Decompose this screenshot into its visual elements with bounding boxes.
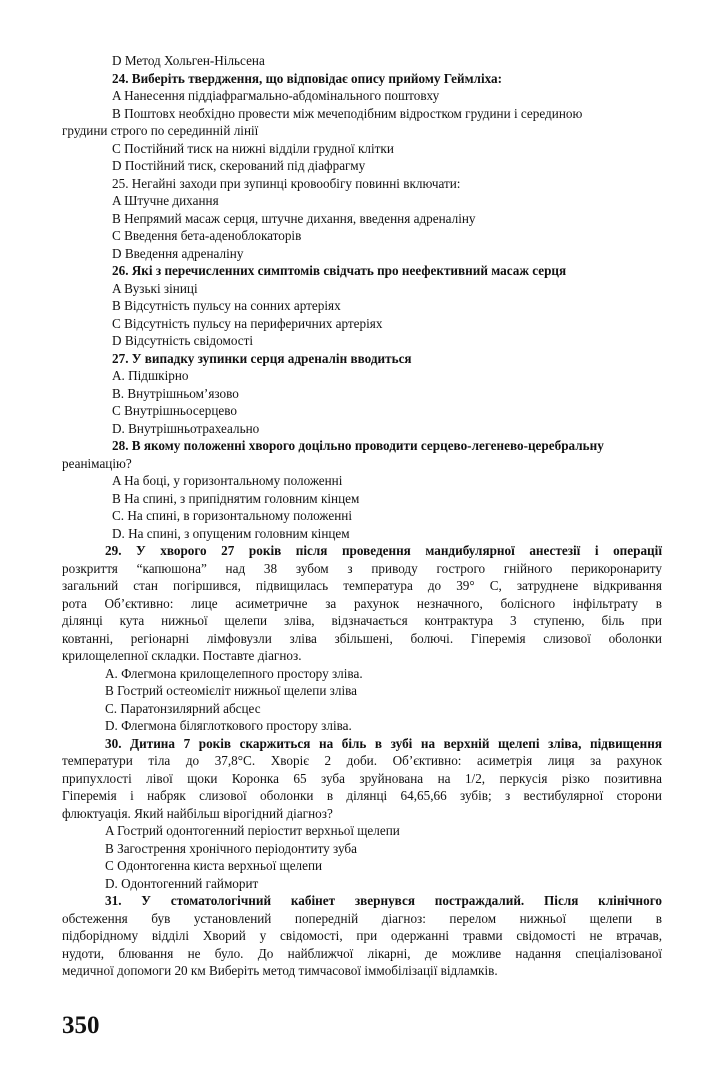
- text-line: D. Одонтогенний гайморит: [105, 875, 259, 891]
- text-line: B. Внутрішньом’язово: [112, 385, 239, 401]
- question-line: 31. У стоматологічний кабінет звернувся постраждалий. Після клінічного: [105, 893, 662, 908]
- text-line: D Постійний тиск, скерований під діафрагму: [112, 158, 366, 173]
- text-line: C Внутрішньосерцево: [112, 403, 237, 418]
- text-line: D Відсутність свідомості: [112, 333, 254, 348]
- text-line: ковтанні, регіонарні лімфовузли зліва збільшені, болючі. Гіперемія слизової оболонки: [62, 630, 662, 646]
- text-line: D. Флегмона біляглоткового простору зліва.: [105, 718, 352, 733]
- text-line: B Непрямий масаж серця, штучне дихання, введення адреналіну: [112, 210, 476, 226]
- page-number: 350: [62, 1012, 100, 1039]
- text-line: обстеження був установлений попередній діагноз: перелом нижньої щелепи в: [62, 910, 662, 926]
- text-line: D Введення адреналіну: [112, 245, 244, 261]
- text-line: A Нанесення піддіафрагмально-абдомінального поштовху: [112, 88, 440, 103]
- page-text: [62, 52, 662, 980]
- text-line: B Гострий остеомієліт нижньої щелепи зліва: [105, 683, 358, 698]
- text-line: A. Підшкірно: [112, 368, 189, 383]
- text-line: B Відсутність пульсу на сонних артеріях: [112, 298, 341, 313]
- text-line: грудини строго по серединній лінії: [62, 123, 259, 138]
- text-line: D Метод Хольген-Нільсена: [112, 53, 265, 68]
- text-line: C. На спині, в горизонтальному положенні: [112, 508, 352, 523]
- text-line: A Штучне дихання: [112, 193, 219, 208]
- text-line: D. На спині, з опущеним головним кінцем: [112, 525, 350, 541]
- text-line: A. Флегмона крилощелепного простору зліва.: [105, 665, 363, 681]
- text-line: B Загострення хронічного періодонтиту зуба: [105, 840, 357, 856]
- question-line: 28. В якому положенні хворого доцільно проводити серцево-легенево-церебральну: [112, 438, 604, 453]
- text-line: A На боці, у горизонтальному положенні: [112, 473, 343, 488]
- text-line: Гіперемія і набряк слизової оболонки в ділянці 64,65,66 зубів; з вестибулярної сторони: [62, 788, 662, 803]
- text-line: підборідному відділі Хворий у свідомості, при одержанні травми свідомості не втрачав,: [62, 928, 662, 943]
- text-line: ділянці кута нижньої щелепи зліва, відзначається контрактура 3 ступеню, біль при: [62, 613, 662, 628]
- text-line: B Поштовх необхідно провести між мечеподібним відростком грудини і серединою: [112, 105, 583, 121]
- question-line: 29. У хворого 27 років після проведення мандибулярної анестезії і операції: [105, 543, 662, 558]
- text-line: A Вузькі зіниці: [112, 280, 198, 296]
- text-line: реанімацію?: [62, 455, 132, 471]
- text-line: C Постійний тиск на нижні відділи грудної клітки: [112, 140, 394, 156]
- text-line: 25. Негайні заходи при зупинці кровообігу повинні включати:: [112, 175, 461, 191]
- text-line: загальний стан погіршився, підвищилась температура до 39° С, затруднене відкривання: [62, 578, 662, 593]
- text-line: C Одонтогенна киста верхньої щелепи: [105, 858, 323, 873]
- text-line: C Введення бета-аденоблокаторів: [112, 228, 302, 243]
- question-line: 30. Дитина 7 років скаржиться на біль в зубі на верхній щелепі зліва, підвищення: [105, 735, 662, 751]
- text-line: припухлості лівої щоки Коронка 65 зуба зруйнована на 1/2, перкусія різко позитивна: [62, 770, 662, 786]
- text-line: C. Паратонзилярний абсцес: [105, 700, 261, 716]
- text-line: рота Об’єктивно: лице асиметричне за рахунок незначного, болісного інфільтрату в: [62, 595, 662, 611]
- text-line: медичної допомоги 20 км Виберіть метод тимчасової іммобілізації відламків.: [62, 963, 498, 978]
- text-line: C Відсутність пульсу на периферичних артеріях: [112, 315, 383, 331]
- question-line: 27. У випадку зупинки серця адреналін вводиться: [112, 350, 412, 366]
- text-line: флюктуація. Який найбільш вірогідний діагноз?: [62, 805, 333, 821]
- text-line: D. Внутрішньотрахеально: [112, 420, 260, 436]
- text-line: B На спині, з припіднятим головним кінцем: [112, 490, 360, 506]
- text-line: температури тіла до 37,8°С. Хворіє 2 доби. Об’єктивно: асиметрія лиця за рахунок: [62, 753, 662, 768]
- question-line: 26. Які з перечисленних симптомів свідчать про неефективний масаж серця: [112, 263, 567, 278]
- text-line: розкриття “капюшона” над 38 зубом з приводу гострого гнійного перикоронариту: [62, 560, 662, 576]
- text-line: крилощелепної складки. Поставте діагноз.: [62, 648, 302, 663]
- text-line: A Гострий одонтогенний періостит верхньої щелепи: [105, 823, 400, 838]
- text-line: нудоти, блювання не було. До найближчої лікарні, де можливе надання спеціалізованої: [62, 945, 662, 961]
- question-line: 24. Виберіть твердження, що відповідає опису прийому Геймліха:: [112, 70, 503, 86]
